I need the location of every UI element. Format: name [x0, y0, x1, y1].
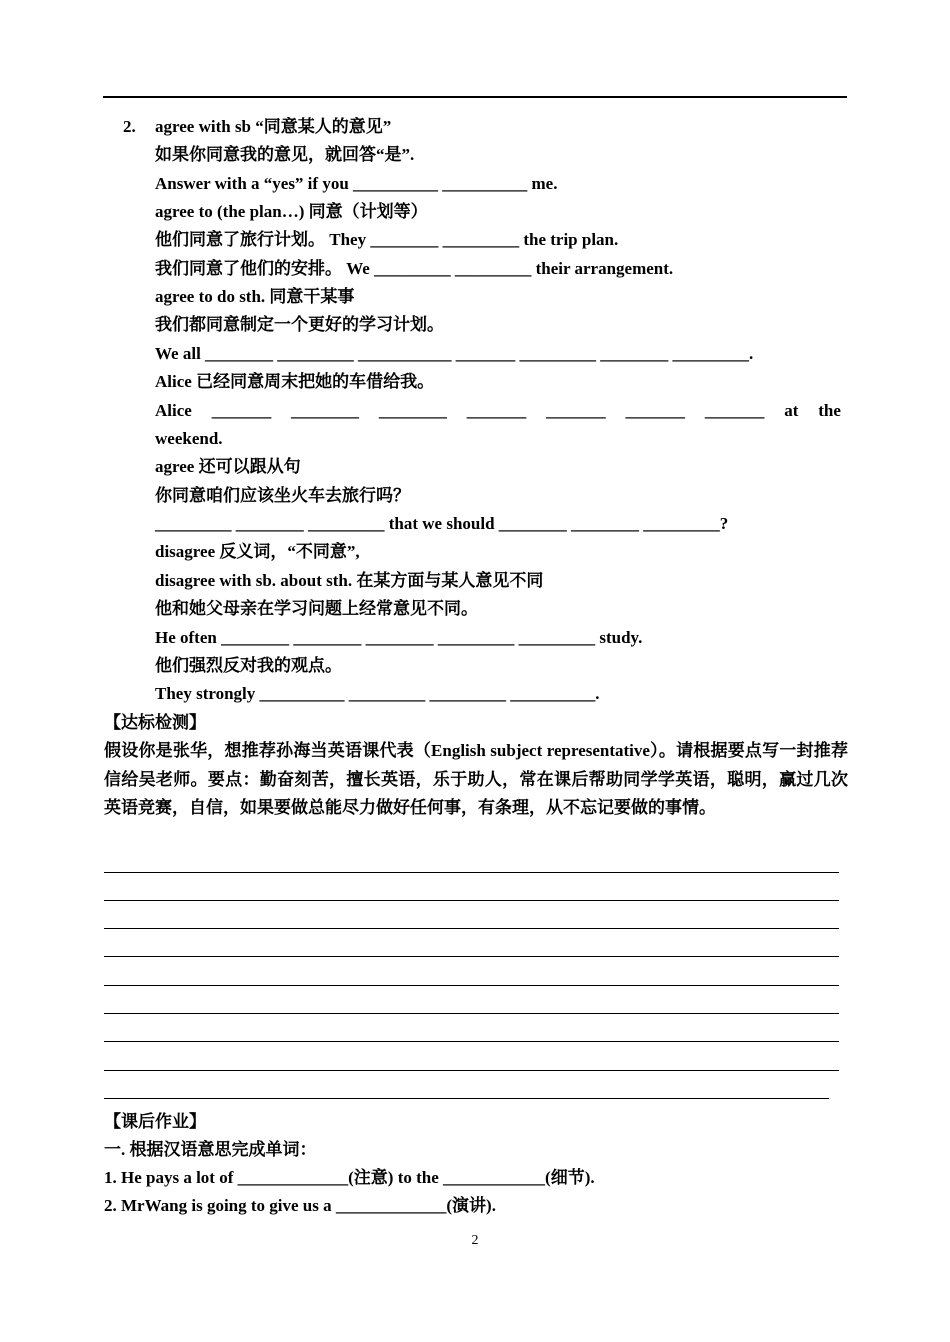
blank: _______	[466, 401, 527, 420]
text-line: 他们强烈反对我的观点。	[155, 656, 342, 675]
text-line: Alice 已经同意周末把她的车借给我。	[155, 372, 435, 391]
blank: _______	[211, 401, 272, 420]
writing-line[interactable]	[104, 928, 839, 929]
question-1: 1. He pays a lot of _____________(注意) to the ____________(细节).	[104, 1168, 595, 1187]
blank: ________	[378, 401, 447, 420]
text-line: _________ ________ _________ that we should ________ ________ _________?	[155, 514, 729, 533]
alice-word: Alice	[155, 401, 192, 420]
blank: _______	[625, 401, 685, 420]
header-rule	[103, 96, 847, 98]
text-line: disagree with sb. about sth. 在某方面与某人意见不同	[155, 571, 544, 590]
text-line: We all ________ _________ ___________ _______ _________ ________ _________.	[155, 344, 754, 363]
at-word: at	[784, 401, 799, 420]
text-line: They strongly __________ _________ _________ __________.	[155, 684, 600, 703]
item-number: 2.	[123, 117, 136, 136]
writing-line[interactable]	[104, 872, 839, 873]
text-line: 我们都同意制定一个更好的学习计划。	[155, 315, 444, 334]
text-line: disagree 反义词，“不同意”,	[155, 542, 360, 561]
text-line: 他和她父母亲在学习问题上经常意见不同。	[155, 599, 478, 618]
text-line: agree 还可以跟从句	[155, 457, 301, 476]
text-line: 我们同意了他们的安排。 We _________ _________ their arrangement.	[155, 259, 674, 278]
writing-line[interactable]	[104, 956, 839, 957]
text-line: agree to (the plan…) 同意（计划等）	[155, 202, 428, 221]
writing-line[interactable]	[104, 1013, 839, 1014]
blank: ________	[291, 401, 360, 420]
section-heading: 【课后作业】	[104, 1112, 206, 1131]
text-line: agree with sb “同意某人的意见”	[155, 117, 392, 136]
alice-row	[155, 400, 841, 422]
text-line: He often ________ ________ ________ _________ _________ study.	[155, 628, 643, 647]
text-line: 他们同意了旅行计划。 They ________ _________ the trip plan.	[155, 230, 619, 249]
blank: _______	[546, 401, 606, 420]
writing-line[interactable]	[104, 1041, 839, 1042]
writing-line[interactable]	[104, 985, 839, 986]
the-word: the	[818, 401, 841, 420]
part-title: 一. 根据汉语意思完成单词：	[104, 1140, 317, 1159]
text-line: 你同意咱们应该坐火车去旅行吗？	[155, 486, 410, 505]
question-2: 2. MrWang is going to give us a _____________(演讲).	[104, 1196, 496, 1215]
text-line: Answer with a “yes” if you __________ __________ me.	[155, 174, 558, 193]
writing-prompt: 假设你是张华，想推荐孙海当英语课代表（English subject representative）。请根据要点写一封推荐信给吴老师。要点：勤奋刻苦，擅长英语，乐于助人，常在课后帮助同学学英语，聪明，赢过几次英语竞赛，自信，如果要做总能尽力做好任何事，有条理，从不忘记要做的事情。	[104, 741, 848, 817]
writing-line[interactable]	[104, 900, 839, 901]
writing-line[interactable]	[104, 1098, 829, 1099]
text-line: weekend.	[155, 429, 223, 448]
text-line: 如果你同意我的意见，就回答“是”.	[155, 145, 415, 164]
text-line: agree to do sth. 同意干某事	[155, 287, 355, 306]
section-heading: 【达标检测】	[104, 713, 206, 732]
writing-line[interactable]	[104, 1070, 839, 1071]
blank: _______	[704, 401, 765, 420]
page-number: 2	[471, 1233, 479, 1248]
